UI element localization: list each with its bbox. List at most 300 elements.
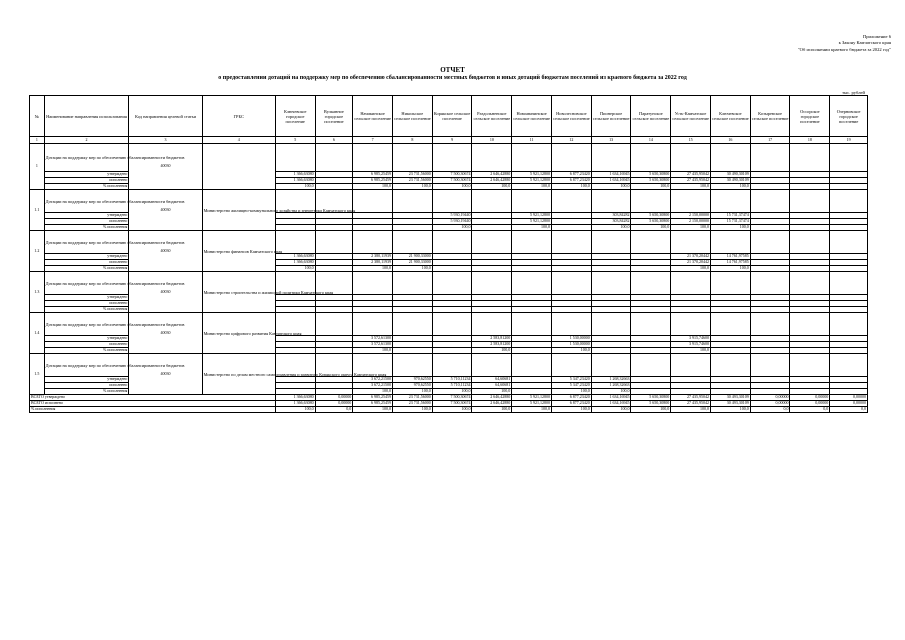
- empty-cell: [710, 313, 750, 336]
- total-value: 100,0: [275, 407, 315, 413]
- empty-cell: [591, 190, 631, 213]
- total-value: 100,0: [512, 407, 552, 413]
- value-cell: 100,0: [631, 184, 671, 190]
- value-cell: 100,0: [275, 184, 315, 190]
- section-name: Дотации на поддержку мер по обеспечению сбалансированности бюджетов: [44, 144, 129, 172]
- total-value: 27 435,95042: [671, 401, 711, 407]
- empty-cell: [551, 231, 591, 254]
- empty-cell: [315, 231, 353, 254]
- total-value: 7 500,30674: [432, 395, 472, 401]
- column-header: Новолесновское сельское поселение: [551, 96, 591, 137]
- empty-cell: [392, 354, 432, 377]
- total-value: 7 500,30674: [432, 401, 472, 407]
- empty-cell: [392, 313, 432, 336]
- column-number: 14: [631, 137, 671, 144]
- value-cell: 6 877,23420: [551, 172, 591, 178]
- empty-cell: [512, 190, 552, 213]
- empty-cell: [591, 272, 631, 295]
- empty-cell: [392, 144, 432, 172]
- empty-cell: [432, 231, 472, 254]
- empty-cell: [631, 190, 671, 213]
- total-value: 0,00000: [750, 401, 790, 407]
- row-label: % исполнения: [44, 389, 129, 395]
- column-header: Раздольненское сельское поселение: [472, 96, 512, 137]
- empty-cell: [750, 272, 790, 295]
- section-grbs: Министерство цифрового развития Камчатского края: [202, 313, 275, 354]
- empty-cell: [551, 354, 591, 377]
- column-header: Козыревское сельское поселение: [750, 96, 790, 137]
- column-header: Ключевское городское поселение: [275, 96, 315, 137]
- value-cell: 5 650,30800: [631, 178, 671, 184]
- empty-cell: [750, 144, 790, 172]
- empty-cell: [432, 313, 472, 336]
- column-number: 17: [750, 137, 790, 144]
- column-number: 4: [202, 137, 275, 144]
- section-grbs: Министерство по делам местного самоуправления и развитию Корякского округа Камчатского края: [202, 354, 275, 395]
- row-label: исполнено: [44, 178, 129, 184]
- value-cell: 100,0: [671, 184, 711, 190]
- section-name: Дотации на поддержку мер по обеспечению сбалансированности бюджетов: [44, 231, 129, 254]
- value-cell: 2 150,00000: [671, 213, 711, 219]
- row-label: % исполнения: [44, 184, 129, 190]
- section-grbs: Министерство финансов Камчатского края: [202, 231, 275, 272]
- column-number: 2: [44, 137, 129, 144]
- value-cell: 6 985,25459: [353, 178, 393, 184]
- empty-cell: [472, 190, 512, 213]
- empty-cell: [275, 144, 315, 172]
- empty-cell: [790, 272, 830, 295]
- total-value: 2 646,42880: [472, 395, 512, 401]
- value-cell: 100,0: [631, 225, 671, 231]
- value-cell: 21 370,20442: [671, 260, 711, 266]
- empty-cell: [631, 272, 671, 295]
- empty-cell: [551, 272, 591, 295]
- value-cell: 100,0: [710, 225, 750, 231]
- total-value: 5 921,12800: [512, 395, 552, 401]
- section-grbs: Министерство жилищно-коммунального хозяйства и энергетики Камчатского края: [202, 190, 275, 231]
- value-cell: 5 921,12800: [512, 172, 552, 178]
- empty-cell: [512, 354, 552, 377]
- value-cell: 64,60681: [472, 377, 512, 383]
- total-value: 6 985,25459: [353, 395, 393, 401]
- row-label: % исполнения: [44, 225, 129, 231]
- value-cell: 100,0: [432, 389, 472, 395]
- total-value: 100,0: [432, 407, 472, 413]
- total-value: 30 493,30109: [710, 395, 750, 401]
- row-label: исполнено: [44, 383, 129, 389]
- total-value: 100,0: [671, 407, 711, 413]
- column-number: 5: [275, 137, 315, 144]
- empty-cell: [631, 231, 671, 254]
- value-cell: 100,0: [671, 348, 711, 354]
- value-cell: 5 921,12800: [512, 213, 552, 219]
- empty-cell: [512, 231, 552, 254]
- value-cell: 1 530,00000: [551, 342, 591, 348]
- total-value: 100,0: [591, 407, 631, 413]
- value-cell: 27 435,95042: [671, 178, 711, 184]
- value-cell: 1 634,16945: [591, 178, 631, 184]
- total-value: 100,0: [551, 407, 591, 413]
- empty-cell: [315, 144, 353, 172]
- value-cell: 3 672,21500: [353, 383, 393, 389]
- total-value: 100,0: [353, 407, 393, 413]
- column-number: 6: [315, 137, 353, 144]
- value-cell: 100,0: [591, 184, 631, 190]
- value-cell: 3 915,74600: [671, 336, 711, 342]
- column-number: 15: [671, 137, 711, 144]
- value-cell: 100,0: [353, 266, 393, 272]
- value-cell: 14 761,97585: [710, 254, 750, 260]
- total-label: % исполнения: [30, 407, 276, 413]
- column-number: 3: [129, 137, 202, 144]
- value-cell: 3 572,61300: [353, 336, 393, 342]
- empty-cell: [392, 231, 432, 254]
- section-title-row: [30, 144, 868, 172]
- row-label: утверждено: [44, 172, 129, 178]
- value-cell: 21 370,20442: [671, 254, 711, 260]
- value-cell: 5 930,19440: [432, 213, 472, 219]
- column-header: Оссорское городское поселение: [790, 96, 830, 137]
- column-number: 19: [830, 137, 868, 144]
- section-title-row: [30, 272, 868, 295]
- section-title-row: [30, 190, 868, 213]
- value-cell: 2 583,81200: [472, 336, 512, 342]
- empty-cell: [472, 144, 512, 172]
- value-cell: 23 731,56000: [392, 178, 432, 184]
- value-cell: 100,0: [710, 266, 750, 272]
- value-cell: 100,0: [551, 348, 591, 354]
- empty-cell: [750, 354, 790, 377]
- row-label: исполнено: [44, 219, 129, 225]
- value-cell: 1 268,32663: [591, 377, 631, 383]
- empty-cell: [512, 144, 552, 172]
- column-header: Вулканное городское поселение: [315, 96, 353, 137]
- total-value: 0,00000: [750, 395, 790, 401]
- empty-cell: [353, 231, 393, 254]
- value-cell: 100,0: [472, 389, 512, 395]
- appendix-line: Приложение 6: [862, 34, 891, 39]
- total-label: ВСЕГО исполнено: [30, 401, 276, 407]
- empty-cell: [830, 190, 868, 213]
- total-value: 1 366,63080: [275, 395, 315, 401]
- value-cell: 100,0: [275, 266, 315, 272]
- empty-cell: [512, 313, 552, 336]
- value-cell: 5 347,23420: [551, 383, 591, 389]
- empty-cell: [790, 313, 830, 336]
- column-header: ГРБС: [202, 96, 275, 137]
- column-header: №: [30, 96, 45, 137]
- report-subtitle: о предоставлении дотаций на поддержку мер по обеспечению сбалансированности местных бюджетов и иных дотаций бюджетам поселений из краевого бюджета за 2022 год: [218, 75, 687, 81]
- empty-cell: [353, 313, 393, 336]
- empty-cell: [750, 231, 790, 254]
- section-code: 40030: [129, 190, 202, 231]
- value-cell: 6 985,25459: [353, 172, 393, 178]
- column-header: Пионерское сельское поселение: [591, 96, 631, 137]
- value-cell: 21 900,33000: [392, 260, 432, 266]
- empty-cell: [830, 313, 868, 336]
- column-header: Усть-Камчатское сельское поселение: [671, 96, 711, 137]
- value-cell: 100,0: [353, 348, 393, 354]
- value-cell: 7 500,30674: [432, 172, 472, 178]
- value-cell: 5 921,12800: [512, 178, 552, 184]
- empty-cell: [830, 272, 868, 295]
- empty-cell: [591, 354, 631, 377]
- value-cell: 100,0: [671, 225, 711, 231]
- value-cell: 64,60681: [472, 383, 512, 389]
- column-header: Никольское сельское поселение: [392, 96, 432, 137]
- value-cell: 1 634,16945: [591, 172, 631, 178]
- section-title-row: [30, 231, 868, 254]
- report-title: ОТЧЕТ: [440, 66, 465, 74]
- empty-cell: [750, 190, 790, 213]
- appendix-line: к Закону Камчатского края: [838, 40, 891, 46]
- value-cell: 2 150,00000: [671, 219, 711, 225]
- value-cell: 100,0: [551, 389, 591, 395]
- value-cell: 100,0: [432, 225, 472, 231]
- row-label: исполнено: [44, 342, 129, 348]
- empty-cell: [353, 272, 393, 295]
- value-cell: 5 650,30800: [631, 172, 671, 178]
- column-header: Начикинское сельское поселение: [353, 96, 393, 137]
- empty-cell: [710, 272, 750, 295]
- total-value: 0,0: [315, 407, 353, 413]
- row-label: утверждено: [44, 295, 129, 301]
- empty-cell: [432, 190, 472, 213]
- total-value: 5 650,30800: [631, 395, 671, 401]
- section-code: 40030: [129, 144, 202, 190]
- value-cell: 100,0: [591, 225, 631, 231]
- report-table: [29, 95, 868, 413]
- total-value: 1 366,63080: [275, 401, 315, 407]
- value-cell: 1 366,63080: [275, 178, 315, 184]
- empty-cell: [315, 313, 353, 336]
- value-cell: 30 490,30109: [710, 172, 750, 178]
- empty-cell: [671, 313, 711, 336]
- value-cell: 303,84282: [591, 213, 631, 219]
- value-cell: 100,0: [512, 184, 552, 190]
- value-cell: 27 435,95042: [671, 172, 711, 178]
- column-number: 8: [392, 137, 432, 144]
- empty-cell: [432, 144, 472, 172]
- empty-cell: [671, 190, 711, 213]
- value-cell: 100,0: [353, 184, 393, 190]
- section-name: Дотации на поддержку мер по обеспечению сбалансированности бюджетов: [44, 354, 129, 377]
- empty-cell: [710, 354, 750, 377]
- value-cell: 2 646,42880: [472, 178, 512, 184]
- value-cell: 5 930,19440: [432, 219, 472, 225]
- value-cell: 100,0: [472, 348, 512, 354]
- value-cell: 100,0: [392, 184, 432, 190]
- empty-cell: [551, 313, 591, 336]
- row-label: % исполнения: [44, 307, 129, 313]
- section-grbs: Министерство строительства и жилищной политики Камчатского края: [202, 272, 275, 313]
- empty-cell: [750, 313, 790, 336]
- value-cell: 21 900,33000: [392, 254, 432, 260]
- unit-label: тыс. рублей: [842, 90, 865, 95]
- empty-cell: [631, 144, 671, 172]
- section-number: 1.3: [30, 272, 45, 313]
- value-cell: 23 731,56000: [392, 172, 432, 178]
- empty-cell: [392, 190, 432, 213]
- appendix-line: "Об исполнении краевого бюджета за 2022 год": [797, 46, 891, 52]
- empty-cell: [671, 231, 711, 254]
- row-label: % исполнения: [44, 348, 129, 354]
- total-value: 23 731,56000: [392, 401, 432, 407]
- column-number: 18: [790, 137, 830, 144]
- value-cell: 100,0: [551, 184, 591, 190]
- row-label: утверждено: [44, 213, 129, 219]
- total-value: 0,00000: [315, 401, 353, 407]
- total-value: 100,0: [631, 407, 671, 413]
- total-value: 23 731,56000: [392, 395, 432, 401]
- section-code: 40030: [129, 272, 202, 313]
- empty-cell: [591, 313, 631, 336]
- value-cell: 100,0: [671, 266, 711, 272]
- empty-cell: [830, 144, 868, 172]
- total-value: 100,0: [472, 407, 512, 413]
- row-label: % исполнения: [44, 266, 129, 272]
- total-value: 100,0: [392, 407, 432, 413]
- empty-cell: [710, 190, 750, 213]
- value-cell: 2 646,42880: [472, 172, 512, 178]
- empty-cell: [432, 354, 472, 377]
- value-cell: 15 731,37474: [710, 219, 750, 225]
- total-value: 5 650,30800: [631, 401, 671, 407]
- value-cell: 970,62550: [392, 383, 432, 389]
- empty-cell: [710, 231, 750, 254]
- header-row: [30, 96, 868, 137]
- section-number: 1.1: [30, 190, 45, 231]
- section-number: 1.5: [30, 354, 45, 395]
- total-value: 2 646,42880: [472, 401, 512, 407]
- empty-cell: [710, 144, 750, 172]
- empty-cell: [353, 144, 393, 172]
- total-value: 5 921,12800: [512, 401, 552, 407]
- column-header: Озерновское городское поселение: [830, 96, 868, 137]
- total-label: ВСЕГО утверждено: [30, 395, 276, 401]
- total-value: 0,0: [830, 407, 868, 413]
- total-value: 1 634,16945: [591, 401, 631, 407]
- empty-cell: [631, 313, 671, 336]
- empty-cell: [671, 354, 711, 377]
- value-cell: 5 650,30800: [631, 219, 671, 225]
- total-value: 6 985,25459: [353, 401, 393, 407]
- total-value: 0,0: [790, 407, 830, 413]
- total-row: [30, 407, 868, 413]
- value-cell: 100,0: [472, 184, 512, 190]
- total-value: 1 634,16945: [591, 395, 631, 401]
- section-title-row: [30, 313, 868, 336]
- empty-cell: [591, 144, 631, 172]
- total-value: 0,00000: [790, 395, 830, 401]
- value-cell: 1 366,63080: [275, 260, 315, 266]
- row-label: утверждено: [44, 254, 129, 260]
- column-header: Ключевское сельское поселение: [710, 96, 750, 137]
- column-header: Корякское сельское поселение: [432, 96, 472, 137]
- value-cell: 5 347,23420: [551, 377, 591, 383]
- value-cell: 1 530,00000: [551, 336, 591, 342]
- column-number: 7: [353, 137, 393, 144]
- value-cell: 7 500,30674: [432, 178, 472, 184]
- value-cell: 303,84282: [591, 219, 631, 225]
- column-number: 11: [512, 137, 552, 144]
- empty-cell: [551, 144, 591, 172]
- column-header: Новоавачинское сельское поселение: [512, 96, 552, 137]
- total-value: 0,00000: [830, 401, 868, 407]
- total-value: 6 877,23420: [551, 395, 591, 401]
- value-cell: 1 366,63080: [275, 172, 315, 178]
- section-number: 1.2: [30, 231, 45, 272]
- empty-cell: [392, 272, 432, 295]
- row-label: утверждено: [44, 336, 129, 342]
- section-name: Дотации на поддержку мер по обеспечению сбалансированности бюджетов: [44, 190, 129, 213]
- empty-cell: [830, 354, 868, 377]
- value-cell: 2 380,11939: [353, 254, 393, 260]
- total-value: 0,00000: [830, 395, 868, 401]
- empty-cell: [790, 190, 830, 213]
- empty-cell: [472, 313, 512, 336]
- empty-cell: [512, 272, 552, 295]
- empty-cell: [830, 231, 868, 254]
- value-cell: 14 761,97585: [710, 260, 750, 266]
- section-grbs: [202, 144, 275, 190]
- empty-cell: [790, 354, 830, 377]
- total-value: 30 493,30109: [710, 401, 750, 407]
- empty-cell: [551, 190, 591, 213]
- empty-cell: [671, 272, 711, 295]
- value-cell: 970,62550: [392, 377, 432, 383]
- total-value: 27 435,95042: [671, 395, 711, 401]
- value-cell: 100,0: [591, 389, 631, 395]
- value-cell: 1 366,63080: [275, 254, 315, 260]
- section-code: 40030: [129, 231, 202, 272]
- value-cell: 2 380,11939: [353, 260, 393, 266]
- empty-cell: [353, 190, 393, 213]
- column-number-row: [30, 137, 868, 144]
- appendix-note: [798, 34, 891, 53]
- empty-cell: [472, 231, 512, 254]
- value-cell: 100,0: [392, 266, 432, 272]
- total-value: 6 877,23420: [551, 401, 591, 407]
- empty-cell: [790, 231, 830, 254]
- row-label: утверждено: [44, 377, 129, 383]
- column-number: 9: [432, 137, 472, 144]
- column-number: 10: [472, 137, 512, 144]
- column-number: 13: [591, 137, 631, 144]
- value-cell: 3 915,74600: [671, 342, 711, 348]
- empty-cell: [472, 272, 512, 295]
- column-number: 16: [710, 137, 750, 144]
- section-code: 40030: [129, 354, 202, 395]
- value-cell: 5 650,30800: [631, 213, 671, 219]
- value-cell: 100,0: [710, 184, 750, 190]
- value-cell: 5 921,12800: [512, 219, 552, 225]
- value-cell: 2 583,81200: [472, 342, 512, 348]
- empty-cell: [631, 354, 671, 377]
- empty-cell: [671, 144, 711, 172]
- value-cell: 100,0: [432, 184, 472, 190]
- value-cell: 3 672,21500: [353, 377, 393, 383]
- total-value: 0,00000: [315, 395, 353, 401]
- value-cell: 30 490,30109: [710, 178, 750, 184]
- section-number: 1: [30, 144, 45, 190]
- column-header: Наименование направления использования: [44, 96, 129, 137]
- section-title-row: [30, 354, 868, 377]
- value-cell: 100,0: [353, 389, 393, 395]
- total-value: 100,0: [710, 407, 750, 413]
- column-header: Паратунское сельское поселение: [631, 96, 671, 137]
- value-cell: 15 731,37474: [710, 213, 750, 219]
